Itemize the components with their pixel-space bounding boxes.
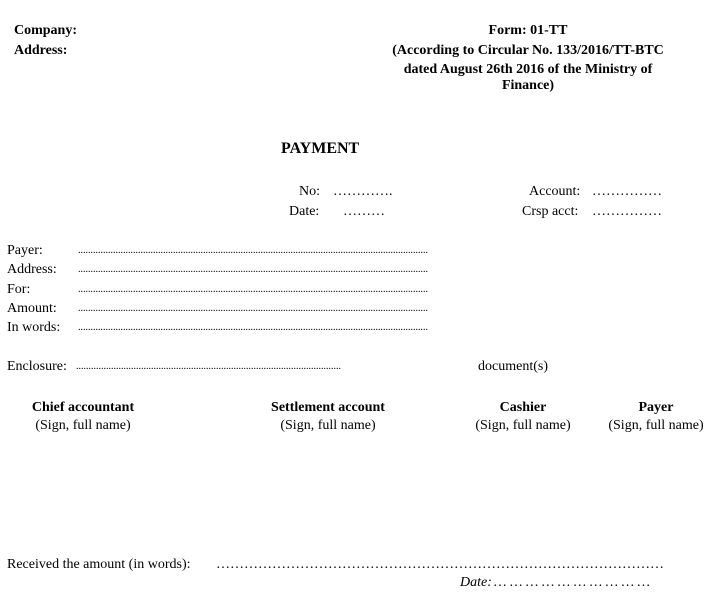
payer-sign-note: (Sign, full name)	[608, 418, 704, 433]
received-label: Received the amount (in words):	[7, 557, 191, 572]
address-field[interactable]: ............................................................................................................................................	[78, 264, 428, 275]
no-value: ………….	[333, 184, 393, 199]
amount-field[interactable]: ............................................................................................................................................	[78, 303, 428, 314]
circular-line-1: (According to Circular No. 133/2016/TT-BTC	[392, 43, 664, 58]
account-label: Account:	[529, 184, 581, 199]
footer-date-label: Date:	[460, 575, 492, 590]
chief-accountant-title: Chief accountant	[31, 400, 135, 415]
account-value: ……………	[592, 184, 662, 199]
page-title: PAYMENT	[281, 140, 360, 157]
payer-label: Payer:	[7, 243, 43, 258]
crsp-acct-label: Crsp acct:	[522, 204, 579, 219]
date-value: ………	[343, 204, 385, 219]
settlement-account-title: Settlement account	[271, 400, 385, 415]
payer-sign-title: Payer	[638, 400, 674, 415]
amount-label: Amount:	[7, 301, 57, 316]
cashier-title: Cashier	[499, 400, 547, 415]
in-words-field[interactable]: ............................................................................................................................................	[78, 322, 428, 333]
no-label: No:	[299, 184, 320, 199]
address-label: Address:	[14, 43, 68, 58]
for-field[interactable]: ............................................................................................................................................	[78, 284, 428, 295]
company-label: Company:	[14, 23, 78, 38]
crsp-acct-value: ……………	[592, 204, 662, 219]
settlement-account-note: (Sign, full name)	[280, 418, 376, 433]
footer-date-field[interactable]: … … … … … … … … … …	[494, 575, 650, 590]
chief-accountant-note: (Sign, full name)	[35, 418, 131, 433]
enclosure-label: Enclosure:	[7, 359, 67, 374]
enclosure-field[interactable]: ..........................................................................................................	[76, 361, 341, 372]
circular-line-3: Finance)	[501, 78, 555, 93]
form-code: Form: 01-TT	[488, 23, 568, 38]
date-label: Date:	[289, 204, 320, 219]
cashier-note: (Sign, full name)	[475, 418, 571, 433]
address-field-label: Address:	[7, 262, 57, 277]
for-label: For:	[7, 282, 31, 297]
in-words-label: In words:	[7, 320, 61, 335]
circular-line-2: dated August 26th 2016 of the Ministry of	[403, 62, 653, 77]
payer-field[interactable]: ............................................................................................................................................	[78, 245, 428, 256]
enclosure-suffix: document(s)	[478, 359, 548, 374]
received-field[interactable]: ……………………………………………………………………………………	[216, 557, 664, 572]
